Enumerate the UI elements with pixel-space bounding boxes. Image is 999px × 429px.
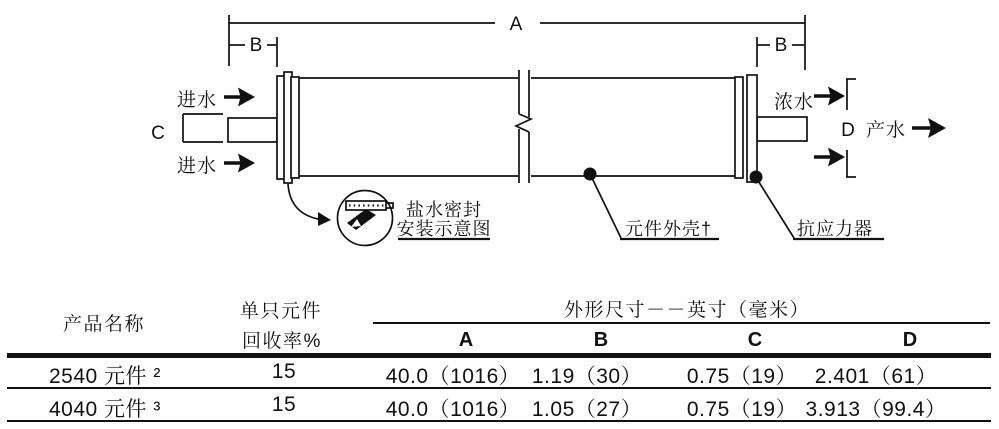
element-shell-leader (591, 176, 621, 238)
product-column-header: 产品名称 (62, 314, 146, 335)
brine-seal-label-line1: 盐水密封 (406, 200, 482, 220)
table-rule-thick (7, 353, 991, 358)
cell-dim-c: 0.75（19） (686, 398, 798, 421)
anti-stress-dot (750, 171, 763, 184)
anti-stress-ring (747, 75, 757, 182)
feed-arrow-bottom (224, 154, 255, 173)
cell-dim-d: 3.913（99.4） (805, 398, 947, 421)
feed-pipe (228, 118, 277, 142)
brine-seal-arrowhead (318, 212, 331, 226)
feed-label-top: 进水 (176, 90, 218, 111)
cell-dim-b: 1.19（30） (531, 365, 643, 388)
concentrate-label: 浓水 (773, 92, 815, 113)
cell-dim-a: 40.0（1016） (385, 398, 521, 421)
cell-dim-b: 1.05（27） (531, 398, 643, 421)
cell-dim-d: 2.401（61） (814, 365, 938, 388)
cell-dim-c: 0.75（19） (686, 365, 798, 388)
cell-product: 4040 元件 ³ (49, 398, 161, 421)
column-header-b: B (593, 329, 609, 351)
recovery-column-header-line2: 回收率% (242, 331, 322, 352)
dim-b-left-label: B (249, 35, 263, 56)
dim-c-label: C (151, 123, 165, 144)
feed-label-bottom: 进水 (176, 156, 218, 177)
product-pipe (757, 117, 807, 141)
dim-d-label: D (841, 120, 855, 141)
brine-seal-flange (346, 201, 386, 210)
anti-stress-leader (757, 179, 794, 238)
dim-a-label: A (509, 14, 523, 35)
column-header-a: A (458, 329, 474, 351)
recovery-column-header-line1: 单只元件 (239, 301, 323, 322)
concentrate-arrow-lower (814, 148, 845, 167)
table-rule-dims-header (373, 322, 990, 324)
column-header-c: C (747, 329, 763, 351)
cell-product: 2540 元件 ² (49, 365, 161, 388)
anti-stress-label: 抗应力器 (797, 219, 873, 239)
concentrate-arrow (814, 87, 845, 106)
feed-arrow-top (224, 88, 255, 107)
permeate-arrow (912, 118, 946, 138)
right-ring (735, 77, 743, 178)
element-shell-dot (584, 168, 597, 181)
brine-seal-label-line2: 安装示意图 (396, 219, 492, 239)
brine-seal-curved-arrow (288, 184, 318, 219)
cell-recovery: 15 (271, 360, 297, 383)
element-shell-label: 元件外壳† (625, 219, 713, 239)
dim-b-right-label: B (774, 35, 788, 56)
cell-recovery: 15 (271, 393, 297, 416)
flow-arrows (224, 87, 946, 173)
permeate-label: 产水 (865, 120, 907, 141)
dimensions-span-header: 外形尺寸－－英寸（毫米） (563, 300, 811, 321)
column-header-d: D (902, 329, 918, 351)
left-cap-strip3 (291, 77, 299, 178)
cell-dim-a: 40.0（1016） (385, 365, 521, 388)
